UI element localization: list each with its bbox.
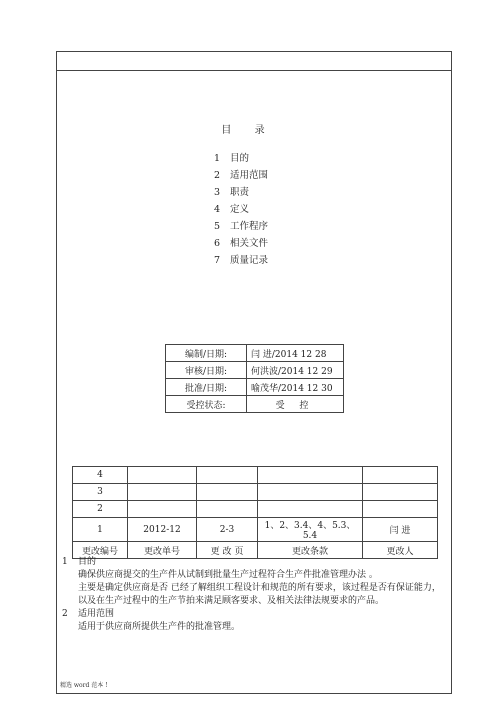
- table-row: 编制/日期: 闫 进/2014 12 28: [166, 345, 344, 362]
- section-paragraph: 主要是确定供应商是否 已经了解组织工程设计和规范的所有要求，该过程是否有保证能力，以及在生产过程中的生产节拍来满足顾客要求、及相关法律法规要求的产品。: [78, 583, 441, 606]
- revision-table: [72, 466, 438, 559]
- signoff-table: [165, 344, 344, 413]
- section-heading: 2 适用范围: [62, 609, 115, 619]
- toc-item: 7 质量记录: [214, 255, 269, 266]
- section-heading: 1 目的: [62, 557, 97, 567]
- page-footer: 精选 word 范本 !: [60, 682, 108, 689]
- table-row: 4: [73, 467, 438, 484]
- table-header-row: 更改编号 更改单号 更 改 页 更改条款 更改人: [73, 542, 438, 559]
- document-body: [62, 556, 448, 634]
- toc-item: 5 工作程序: [214, 221, 269, 232]
- table-row: 1 2012-12 2-3 1、2、3.4、4、5.3、5.4 闫 进: [73, 518, 438, 542]
- section-paragraph: 确保供应商提交的生产件从试制到批量生产过程符合生产件批准管理办法 。: [78, 570, 378, 580]
- table-row: 2: [73, 501, 438, 518]
- header-rule: [57, 70, 451, 71]
- toc-title: 目 录: [221, 125, 275, 136]
- toc-item: 4 定义: [214, 204, 250, 215]
- toc-item: 6 相关文件: [214, 238, 269, 249]
- table-row: 3: [73, 484, 438, 501]
- toc-item: 1 目的: [214, 153, 250, 164]
- table-row: 审核/日期: 何洪波/2014 12 29: [166, 362, 344, 379]
- toc-item: 3 职责: [214, 187, 250, 198]
- toc-item: 2 适用范围: [214, 170, 269, 181]
- table-of-contents: [214, 150, 268, 269]
- table-row: 受控状态: 受 控: [166, 396, 344, 413]
- table-row: 批准/日期: 喻茂华/2014 12 30: [166, 379, 344, 396]
- section-paragraph: 适用于供应商所提供生产件的批准管理。: [78, 622, 241, 632]
